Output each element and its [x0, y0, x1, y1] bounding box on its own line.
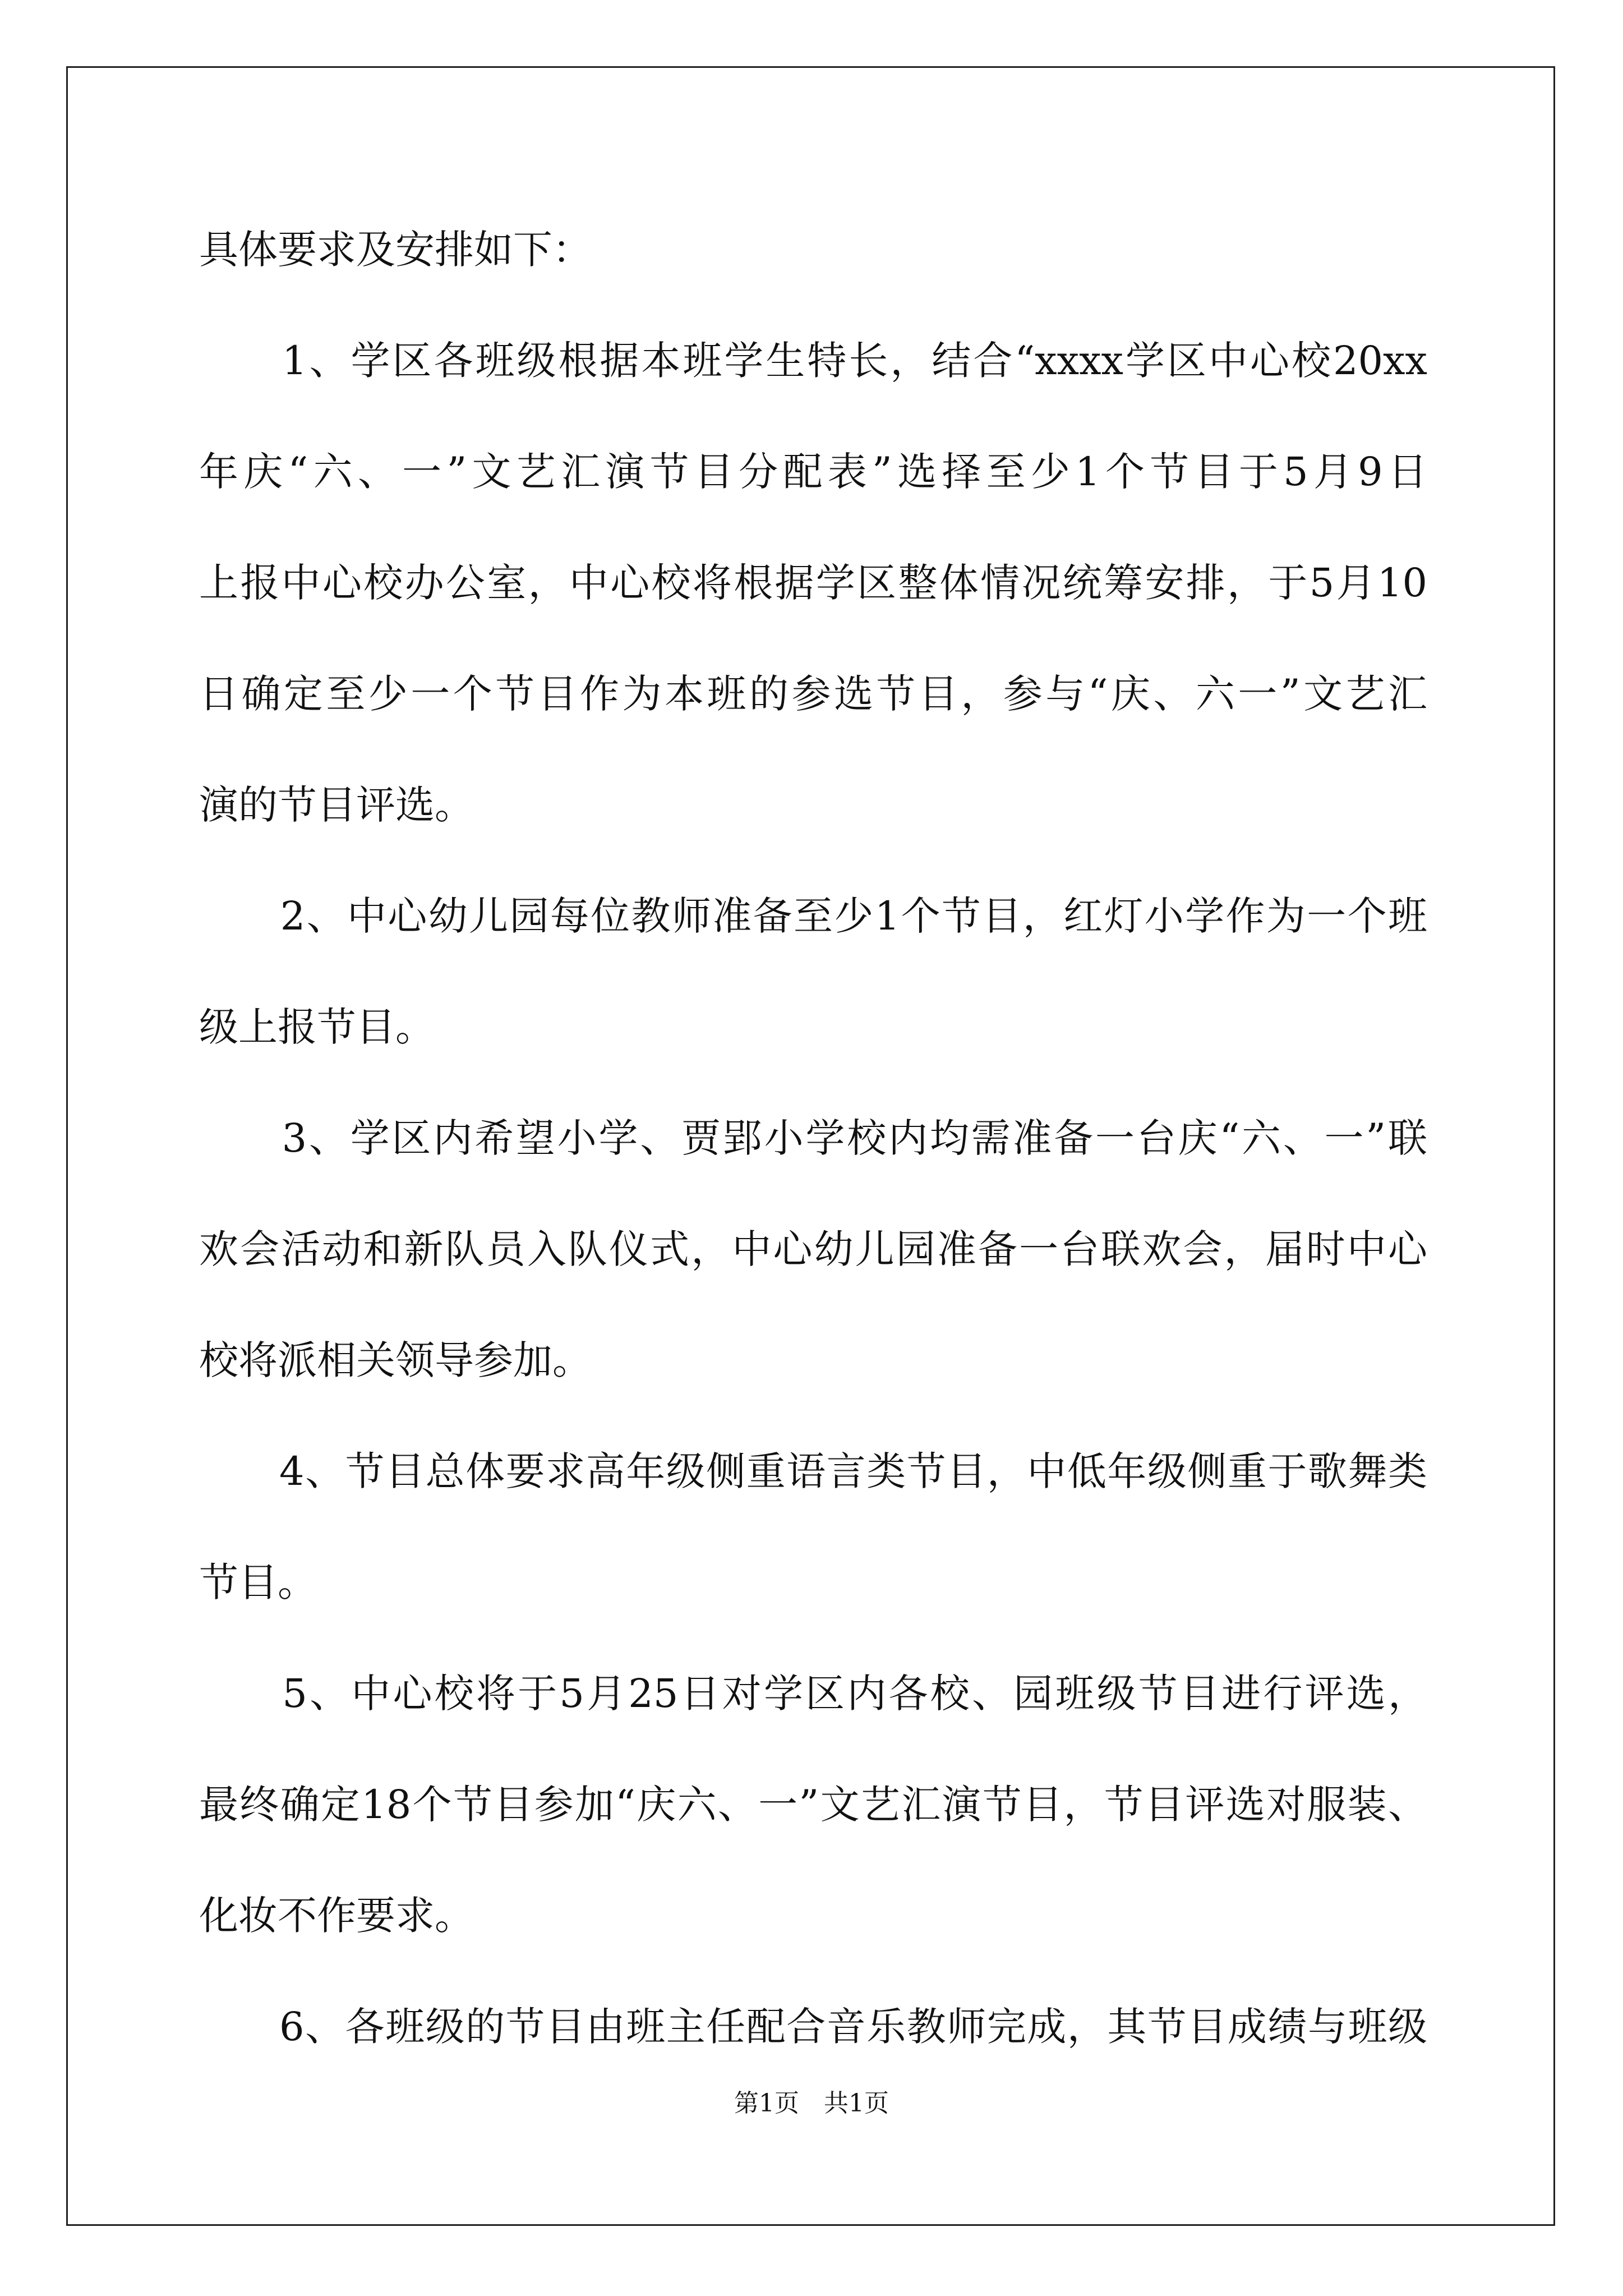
paragraph-line: 1、学区各班级根据本班学生特长，结合“xxxx学区中心校20xx — [199, 338, 1427, 384]
paragraph-line: 5、中心校将于5月25日对学区内各校、园班级节目进行评选， — [199, 1671, 1427, 1717]
paragraph-line: 日确定至少一个节目作为本班的参选节目，参与“庆、六一”文艺汇 — [199, 671, 1427, 717]
paragraph-line: 上报中心校办公室，中心校将根据学区整体情况统筹安排，于5月10 — [199, 560, 1427, 606]
page-number-label: 第1页 共1页 — [734, 2089, 889, 2118]
paragraph-line: 级上报节目。 — [199, 1004, 435, 1050]
paragraph-line: 化妆不作要求。 — [199, 1893, 474, 1939]
paragraph-line: 具体要求及安排如下： — [199, 227, 592, 273]
paragraph-line: 演的节目评选。 — [199, 782, 474, 828]
paragraph-line: 最终确定18个节目参加“庆六、一”文艺汇演节目，节目评选对服装、 — [199, 1782, 1427, 1828]
paragraph-line: 年庆“六、一”文艺汇演节目分配表”选择至少1个节目于5月9日 — [199, 449, 1427, 495]
paragraph-line: 6、各班级的节目由班主任配合音乐教师完成，其节目成绩与班级 — [199, 2004, 1427, 2050]
paragraph-line: 校将派相关领导参加。 — [199, 1337, 592, 1383]
paragraph-line: 节目。 — [199, 1559, 317, 1605]
paragraph-line: 2、中心幼儿园每位教师准备至少1个节目，红灯小学作为一个班 — [199, 893, 1427, 939]
paragraph-line: 3、学区内希望小学、贾郢小学校内均需准备一台庆“六、一”联 — [199, 1115, 1427, 1161]
page-footer — [0, 2087, 1623, 2120]
paragraph-line: 4、节目总体要求高年级侧重语言类节目，中低年级侧重于歌舞类 — [199, 1448, 1427, 1494]
paragraph-line: 欢会活动和新队员入队仪式，中心幼儿园准备一台联欢会，届时中心 — [199, 1226, 1427, 1272]
